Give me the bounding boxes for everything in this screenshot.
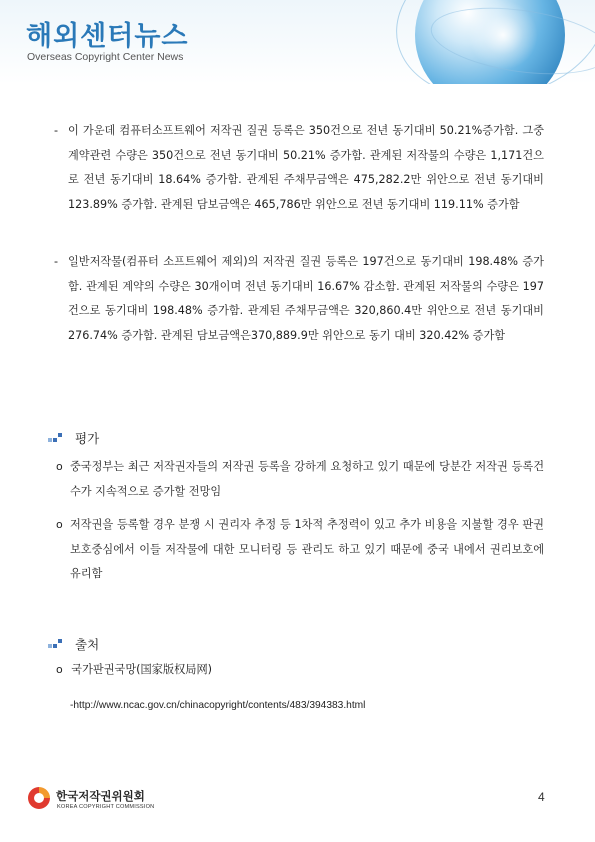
dash-bullet: - [54,124,59,137]
page-number: 4 [538,790,545,804]
source-item [56,661,212,677]
footer-organization-name: 한국저작권위원회 [56,789,145,803]
source-item-text: 국가판권국망(国家版权局网) [71,663,212,676]
bullet-paragraph-general-works [54,250,544,348]
circle-bullet-icon: o [56,663,63,676]
footer-organization-name-en: KOREA COPYRIGHT COMMISSION [57,804,155,810]
section-heading-source [48,635,99,653]
evaluation-item-text: 저작권을 등록할 경우 분쟁 시 권리자 추정 등 1차적 추정력이 있고 추가 비용을 지불할 경우 판권보호중심에서 이들 저작물에 대한 모니터링 등 관리도 하고 있기 때문에 중국 내에서 권리보호에 유리함 [70,518,544,580]
header-title: 해외센터뉴스 [26,21,189,52]
korea-copyright-commission-logo-icon [27,786,51,810]
evaluation-item [56,455,544,504]
circle-bullet-icon: o [56,460,63,473]
header-banner [0,0,595,84]
dash-bullet: - [54,255,59,268]
section-heading-evaluation [48,429,99,447]
bullet-paragraph-software [54,119,544,217]
light-flare-decoration [468,0,538,70]
section-heading-label: 평가 [75,431,100,446]
squares-icon [48,638,66,650]
evaluation-item [56,513,544,587]
header-subtitle: Overseas Copyright Center News [27,51,184,63]
bullet-text: 일반저작물(컴퓨터 소프트웨어 제외)의 저작권 질권 등록은 197건으로 동기대비 198.48% 증가함. 관계된 계약의 수량은 30개이며 전년 동기대비 16.67% 감소함. 관계된 저작물의 수량은 197건으로 동기대비 198.48% 증가함. 관계된 주채무금액은 320,860.4만 위안으로 전년 동기대비 276.74% 증가함. 관계된 담보금액은370,889.9만 위안으로 동기 대비 320.42% 증가함 [68,255,544,342]
squares-icon [48,432,66,444]
circle-bullet-icon: o [56,518,63,531]
source-url: -http://www.ncac.gov.cn/chinacopyright/contents/483/394383.html [70,700,366,711]
evaluation-item-text: 중국정부는 최근 저작권자들의 저작권 등록을 강하게 요청하고 있기 때문에 당분간 저작권 등록건수가 지속적으로 증가할 전망임 [70,460,544,498]
bullet-text: 이 가운데 컴퓨터소프트웨어 저작권 질권 등록은 350건으로 전년 동기대비 50.21%증가함. 그중 계약관련 수량은 350건으로 전년 동기대비 50.21% 증가함. 관계된 저작물의 수량은 1,171건으로 전년 동기대비 18.64% 증가함. 관계된 주채무금액은 475,282.2만 위안으로 전년 동기대비 123.89% 증가함. 관계된 담보금액은 465,786만 위안으로 전년 동기대비 119.11% 증가함 [68,124,544,211]
section-heading-label: 출처 [75,637,100,652]
